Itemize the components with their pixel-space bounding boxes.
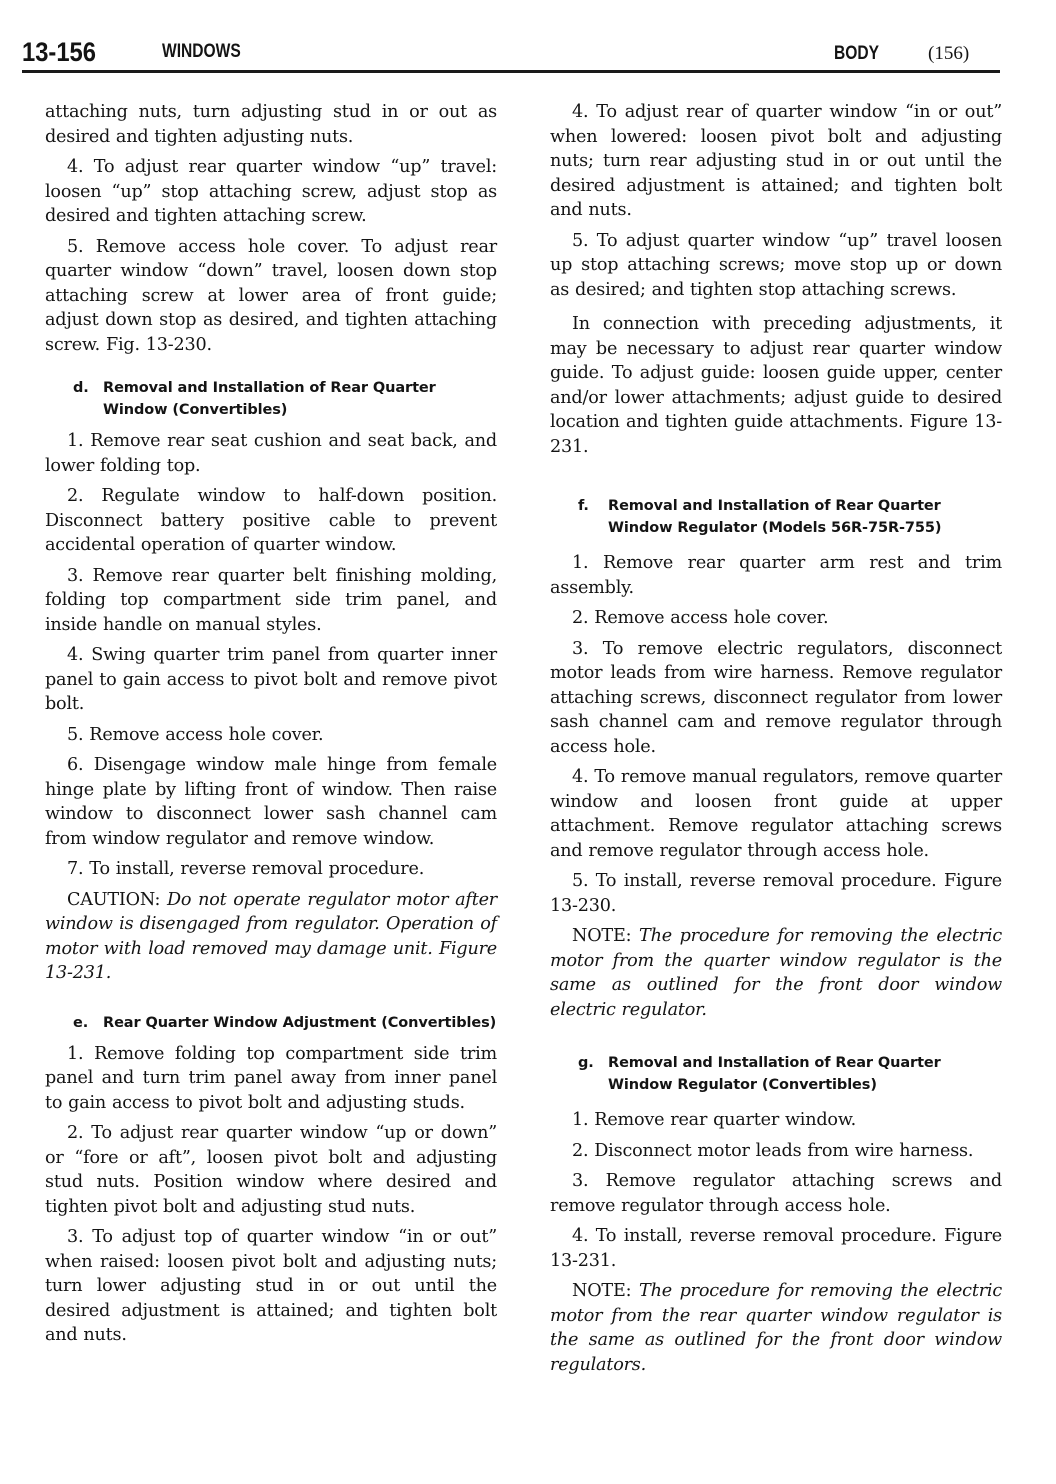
step-paragraph: 5. Remove access hole cover. (67, 724, 324, 745)
left-column (45, 100, 497, 1348)
step-paragraph: 4. To adjust rear quarter window “up” travel: loosen “up” stop attaching screw, adjust stop as desired and tighten attaching screw. (45, 157, 497, 226)
step-paragraph: 5. Remove access hole cover. To adjust rear quarter window “down” travel, loosen down stop attaching screw at lower area of front guide; adjust down stop as desired, and tighten attaching screw. Fig. 13-230. (45, 236, 497, 355)
step-paragraph: 1. Remove rear seat cushion and seat back, and lower folding top. (45, 431, 497, 476)
note-paragraph (550, 924, 1002, 1022)
folio-number: (156) (928, 43, 970, 64)
step-paragraph: 3. To remove electric regulators, disconnect motor leads from wire harness. Remove regulator attaching screws, disconnect regulator from lower sash channel cam and remove regulator through access hole. (550, 638, 1002, 757)
step-paragraph: 2. Remove access hole cover. (572, 608, 829, 628)
step-paragraph: 3. To adjust top of quarter window “in or out” when raised: loosen pivot bolt and adjusting nuts; turn lower adjusting stud in or out until the desired adjustment is attained; and tighten bolt and nuts. (45, 1227, 497, 1345)
step-paragraph: 5. To install, reverse removal procedure. Figure 13-230. (550, 871, 1002, 916)
step-paragraph: 1. Remove folding top compartment side trim panel and turn trim panel away from inner panel to gain access to pivot bolt and adjusting studs. (45, 1043, 497, 1113)
step-paragraph: 7. To install, reverse removal procedure. (67, 859, 425, 879)
section-heading-e (59, 1012, 497, 1034)
step-paragraph: 3. Remove rear quarter belt finishing molding, folding top compartment side trim panel, and inside handle on manual styles. (45, 565, 497, 635)
step-paragraph: 4. To adjust rear of quarter window “in or out” when lowered: loosen pivot bolt and adjusting nuts; turn rear adjusting stud in or out until the desired adjustment is attained; and tighten bolt and nuts. (550, 102, 1002, 220)
step-paragraph: 1. Remove rear quarter arm rest and trim assembly. (550, 553, 1002, 598)
step-paragraph: 6. Disengage window male hinge from female hinge plate by lifting front of window. Then raise window to disconnect lower sash channel cam from window regulator and remove window. (45, 755, 497, 849)
section-heading-g (564, 1052, 1002, 1096)
caution-label: CAUTION: (67, 889, 161, 910)
section-heading-text: Rear Quarter Window Adjustment (Convertibles) (103, 1014, 497, 1031)
section-heading-f (564, 495, 1002, 539)
paragraph-continuation: attaching nuts, turn adjusting stud in or out as desired and tighten adjusting nuts. (45, 102, 497, 147)
section-heading-text: Removal and Installation of Rear Quarter Window (Convertibles) (103, 380, 436, 418)
step-paragraph: 1. Remove rear quarter window. (572, 1110, 856, 1130)
guide-paragraph: In connection with preceding adjustments, it may be necessary to adjust rear quarter window guide. To adjust guide: loosen guide upper, center and/or lower attachments; adjust guide to desired location and tighten guide attachments. Figure 13-231. (550, 314, 1002, 457)
note-label: NOTE: (572, 926, 632, 946)
section-heading-text: Removal and Installation of Rear Quarter Window Regulator (Convertibles) (608, 1055, 941, 1093)
step-paragraph: 2. To adjust rear quarter window “up or down” or “fore or aft”, loosen pivot bolt and adjusting stud nuts. Position window where desired and tighten pivot bolt and adjusting stud nuts. (45, 1123, 497, 1217)
section-letter: f. (578, 498, 589, 514)
caution-paragraph (45, 888, 497, 986)
step-paragraph: 4. To remove manual regulators, remove quarter window and loosen front guide at upper attachment. Remove regulator attaching screws and remove regulator through access hole. (550, 767, 1002, 861)
section-heading-d (59, 377, 497, 421)
section-letter: g. (578, 1055, 594, 1071)
page-header (22, 36, 1000, 73)
page-number: 13-156 (22, 37, 96, 67)
section-letter: e. (73, 1014, 89, 1031)
step-paragraph: 3. Remove regulator attaching screws and remove regulator through access hole. (550, 1171, 1002, 1216)
section-title: WINDOWS (162, 41, 241, 62)
step-paragraph: 5. To adjust quarter window “up” travel loosen up stop attaching screws; move stop up or down as desired; and tighten stop attaching screws. (550, 230, 1002, 300)
step-paragraph: 4. To install, reverse removal procedure. Figure 13-231. (550, 1226, 1002, 1271)
step-paragraph: 2. Regulate window to half-down position. Disconnect battery positive cable to prevent accidental operation of quarter window. (45, 486, 497, 555)
section-letter: d. (73, 380, 89, 396)
note-label: NOTE: (572, 1281, 632, 1301)
chapter-title: BODY (834, 43, 880, 64)
note-paragraph (550, 1279, 1002, 1377)
note-text: The procedure for removing the electric motor from the rear quarter window regulator is the same as outlined for the front door window regulators. (550, 1281, 1002, 1375)
note-text: The procedure for removing the electric motor from the quarter window regulator is the same as outlined for the front door window electric regulator. (550, 926, 1002, 1020)
step-paragraph: 2. Disconnect motor leads from wire harness. (572, 1140, 974, 1161)
section-heading-text: Removal and Installation of Rear Quarter Window Regulator (Models 56R-75R-755) (608, 498, 942, 536)
right-column (550, 100, 1002, 1377)
caution-text: Do not operate regulator motor after window is disengaged from regulator. Operation of motor with load removed may damage unit. Figure 13-231. (45, 889, 497, 983)
step-paragraph: 4. Swing quarter trim panel from quarter inner panel to gain access to pivot bolt and remove pivot bolt. (45, 645, 497, 714)
